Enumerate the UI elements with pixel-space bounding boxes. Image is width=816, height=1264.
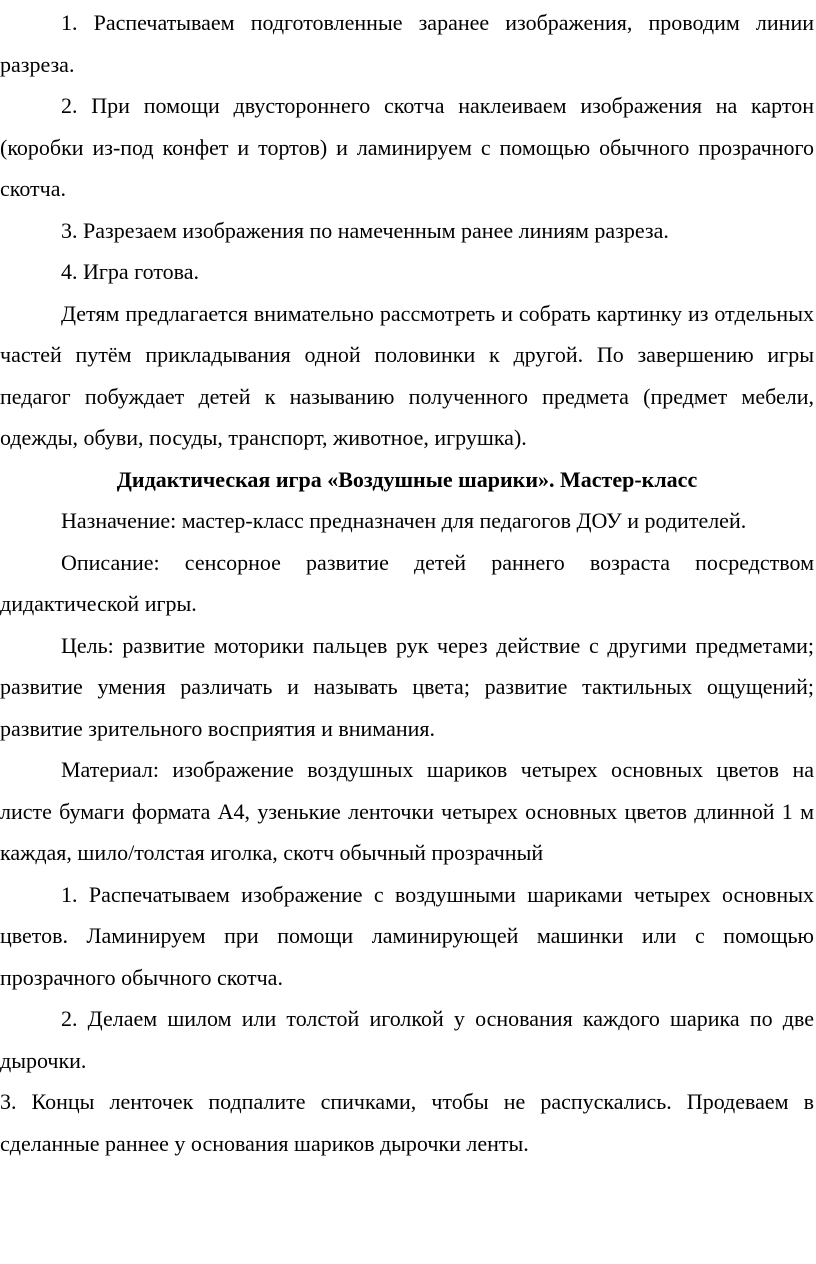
paragraph-purpose: Назначение: мастер-класс предназначен для педагогов ДОУ и родителей.	[61, 508, 747, 533]
paragraph-step-4: 4. Игра готова.	[61, 259, 200, 284]
paragraph-balloon-step-2: 2. Делаем шилом или толстой иголкой у основания каждого шарика по две дырочки.	[0, 1006, 814, 1073]
paragraph-step-2: 2. При помощи двустороннего скотча наклеиваем изображения на картон (коробки из-под конфет и тортов) и ламинируем с помощью обычного прозрачного скотча.	[0, 93, 814, 201]
paragraph-balloon-step-3: 3. Концы ленточек подпалите спичками, чтобы не распускались. Продеваем в сделанные раннее у основания шариков дырочки ленты.	[0, 1089, 814, 1156]
paragraph-material: Материал: изображение воздушных шариков четырех основных цветов на листе бумаги формата А4, узенькие ленточки четырех основных цветов длинной 1 м каждая, шило/толстая иголка, скотч обычный прозрачный	[0, 757, 814, 865]
paragraph-step-1: 1. Распечатываем подготовленные заранее изображения, проводим линии разреза.	[0, 10, 814, 77]
paragraph-goal: Цель: развитие моторики пальцев рук через действие с другими предметами; развитие умения различать и называть цвета; развитие тактильных ощущений; развитие зрительного восприятия и внимания.	[0, 632, 814, 741]
section-heading: Дидактическая игра «Воздушные шарики». Мастер-класс	[116, 466, 698, 492]
paragraph-description: Описание: сенсорное развитие детей раннего возраста посредством дидактической игры.	[0, 549, 814, 616]
paragraph-balloon-step-1: 1. Распечатываем изображение с воздушными шариками четырех основных цветов. Ламинируем при помощи ламинирующей машинки или с помощью прозрачного обычного скотча.	[0, 881, 814, 990]
paragraph-step-3: 3. Разрезаем изображения по намеченным ранее линиям разреза.	[61, 217, 669, 243]
paragraph-game-description: Детям предлагается внимательно рассмотреть и собрать картинку из отдельных частей путём прикладывания одной половинки к другой. По завершению игры педагог побуждает детей к называнию полученного предмета (предмет мебели, одежды, обуви, посуды, транспорт, животное, игрушка).	[0, 300, 814, 450]
